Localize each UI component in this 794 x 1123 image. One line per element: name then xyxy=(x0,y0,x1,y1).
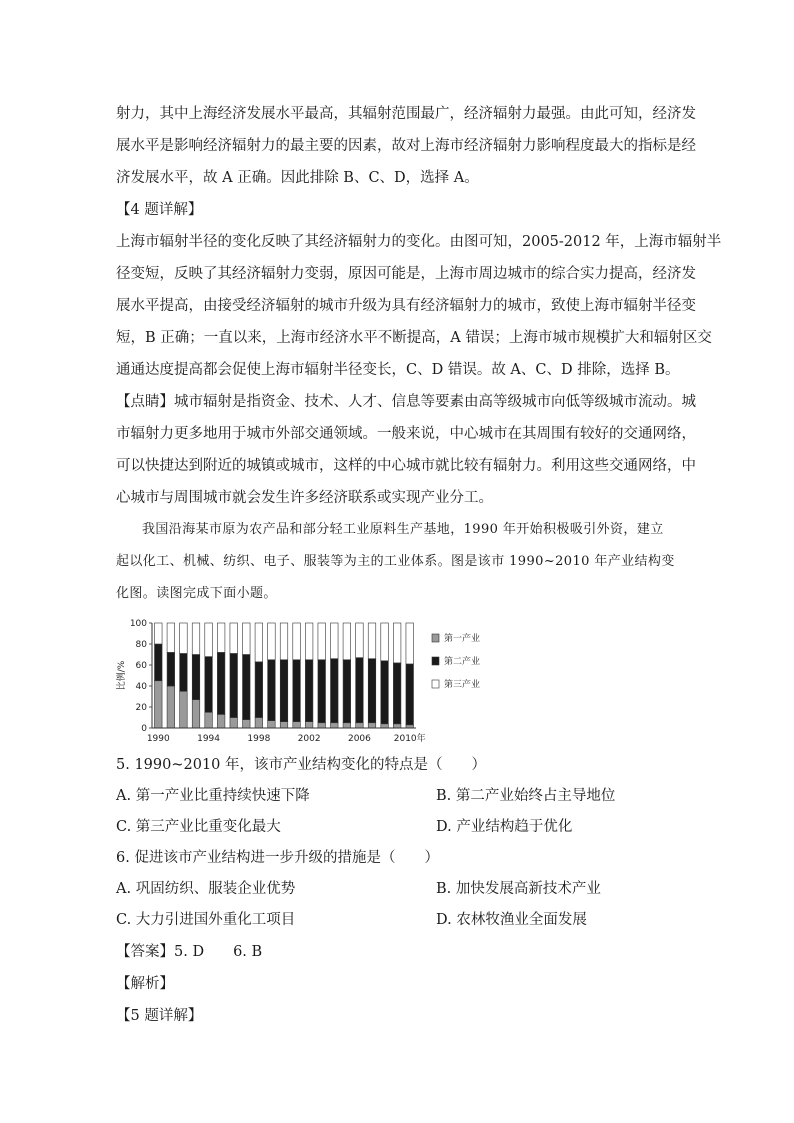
bar-segment xyxy=(243,655,251,720)
bar-segment xyxy=(305,660,313,722)
bar-segment xyxy=(343,660,351,723)
x-tick-label: 1994 xyxy=(197,734,221,744)
bar-segment xyxy=(243,623,251,655)
y-tick-label: 40 xyxy=(135,682,147,692)
bar-segment xyxy=(230,653,238,717)
legend-label: 第三产业 xyxy=(444,680,481,690)
bar-segment xyxy=(305,623,313,660)
x-tick-label: 1990 xyxy=(146,734,170,744)
bar-segment xyxy=(180,691,188,728)
document-page xyxy=(116,98,722,1032)
bar-segment xyxy=(255,718,263,729)
legend-swatch xyxy=(432,680,439,688)
bar-segment xyxy=(192,655,200,700)
text-line: 可以快捷达到附近的城镇或城市，这样的中心城市就比较有辐射力。利用这些交通网络，中 xyxy=(116,458,696,474)
text-line: 心城市与周围城市就会发生许多经济联系或实现产业分工。 xyxy=(116,490,493,506)
q5-option-b[interactable]: B. 第二产业始终占主导地位 xyxy=(436,788,616,804)
bar-segment xyxy=(167,686,175,728)
bar-segment xyxy=(368,723,376,728)
bar-segment xyxy=(331,723,339,728)
bar-segment xyxy=(356,623,364,658)
paragraph-q3-conclusion xyxy=(116,98,696,194)
x-tick-label: 2006 xyxy=(347,734,371,744)
bar-segment xyxy=(343,723,351,728)
bar-segment xyxy=(268,623,276,660)
bar-segment xyxy=(318,723,326,728)
bar-segment xyxy=(180,623,188,653)
bar-segment xyxy=(331,659,339,723)
bar-segment xyxy=(305,722,313,728)
bar-segment xyxy=(217,652,225,714)
q6-option-b[interactable]: B. 加快发展高新技术产业 xyxy=(436,881,601,897)
bar-segment xyxy=(192,623,200,655)
analysis-header: 【解析】 xyxy=(116,976,174,992)
q6-option-d[interactable]: D. 农林牧渔业全面发展 xyxy=(436,912,587,928)
bar-segment xyxy=(167,623,175,652)
legend-label: 第一产业 xyxy=(444,634,481,644)
paragraph-key-point xyxy=(116,386,696,514)
question-5-options-row-2 xyxy=(116,812,686,843)
y-tick-label: 100 xyxy=(129,619,147,629)
bar-segment xyxy=(217,714,225,728)
bar-segment xyxy=(393,623,401,663)
bar-segment xyxy=(205,623,213,657)
bar-segment xyxy=(393,724,401,728)
text-line: 起以化工、机械、纺织、电子、服装等为主的工业体系。图是该市 1990~2010 年产业结构变 xyxy=(116,554,675,569)
bar-segment xyxy=(356,658,364,723)
bar-segment xyxy=(368,659,376,723)
bar-segment xyxy=(368,623,376,659)
answer-label: 【答案】 xyxy=(116,944,174,960)
bar-segment xyxy=(167,652,175,686)
bar-segment xyxy=(243,720,251,728)
text-line: 径变短，反映了其经济辐射力变弱，原因可能是，上海市周边城市的综合实力提高，经济发 xyxy=(116,266,696,282)
bar-segment xyxy=(192,700,200,728)
answer-line xyxy=(116,936,686,968)
bar-segment xyxy=(217,623,225,652)
text-line: 射力，其中上海经济发展水平最高，其辐射范围最广，经济辐射力最强。由此可知，经济发 xyxy=(116,106,696,122)
text-line: 济发展水平，故 A 正确。因此排除 B、C、D，选择 A。 xyxy=(116,170,479,186)
x-tick-label: 2010年 xyxy=(393,734,426,744)
y-tick-label: 60 xyxy=(135,661,147,671)
bar-segment xyxy=(381,623,389,661)
text-line: 上海市辐射半径的变化反映了其经济辐射力的变化。由图可知，2005-2012 年，上海市辐射半 xyxy=(116,234,722,250)
bar-segment xyxy=(280,722,288,728)
y-tick-label: 80 xyxy=(135,640,147,650)
text-line: 我国沿海某市原为农产品和部分轻工业原料生产基地，1990 年开始积极吸引外资，建立 xyxy=(142,522,664,537)
question-6-stem: 6. 促进该市产业结构进一步升级的措施是（ ） xyxy=(116,850,439,866)
bar-segment xyxy=(155,623,163,644)
bar-segment xyxy=(381,661,389,724)
text-line: 展水平提高，由接受经济辐射的城市升级为具有经济辐射力的城市，致使上海市辐射半径变 xyxy=(116,298,696,314)
bar-segment xyxy=(268,660,276,721)
y-axis-label: 比例/% xyxy=(117,660,127,691)
q5-option-a[interactable]: A. 第一产业比重持续快速下降 xyxy=(116,788,310,804)
x-tick-label: 2002 xyxy=(297,734,321,744)
text-line: 市辐射力更多地用于城市外部交通领域。一般来说，中心城市在其周围有较好的交通网络， xyxy=(116,426,696,442)
bar-segment xyxy=(406,664,414,725)
q5-detail-header: 【5 题详解】 xyxy=(116,1008,203,1024)
y-tick-label: 0 xyxy=(141,724,147,734)
bar-segment xyxy=(205,712,213,728)
bar-segment xyxy=(280,623,288,660)
industry-structure-chart xyxy=(117,614,481,744)
text-line: 化图。读图完成下面小题。 xyxy=(116,586,277,601)
paragraph-q4-detail xyxy=(116,226,722,386)
q6-option-a[interactable]: A. 巩固纺织、服装企业优势 xyxy=(116,881,296,897)
bar-segment xyxy=(318,623,326,660)
question-6-options-row-1 xyxy=(116,874,686,905)
text-line: 【点睛】城市辐射是指资金、技术、人才、信息等要素由高等级城市向低等级城市流动。城 xyxy=(116,394,696,410)
bar-segment xyxy=(155,644,163,681)
legend-swatch xyxy=(432,657,439,665)
bar-segment xyxy=(230,623,238,653)
q6-option-c[interactable]: C. 大力引进国外重化工项目 xyxy=(116,912,296,928)
bar-segment xyxy=(331,623,339,659)
q5-option-d[interactable]: D. 产业结构趋于优化 xyxy=(436,819,573,835)
bar-segment xyxy=(356,723,364,728)
bar-segment xyxy=(293,722,301,728)
bar-segment xyxy=(268,721,276,728)
bar-segment xyxy=(205,657,213,713)
question-intro xyxy=(116,514,686,610)
bar-segment xyxy=(280,660,288,722)
bar-segment xyxy=(318,660,326,723)
question-5-stem: 5. 1990~2010 年，该市产业结构变化的特点是（ ） xyxy=(116,757,487,773)
bar-segment xyxy=(406,623,414,664)
bar-segment xyxy=(255,662,263,718)
bar-segment xyxy=(230,718,238,729)
legend-swatch xyxy=(432,634,439,642)
text-line: 展水平是影响经济辐射力的最主要的因素，故对上海市经济辐射力影响程度最大的指标是经 xyxy=(116,138,696,154)
answer-values: 5. D 6. B xyxy=(174,944,263,960)
bar-segment xyxy=(343,623,351,660)
stacked-bar-chart-svg xyxy=(117,614,481,744)
bar-segment xyxy=(393,663,401,724)
q4-detail-header: 【4 题详解】 xyxy=(116,202,203,218)
bar-segment xyxy=(381,724,389,728)
text-line: 通通达度提高都会促使上海市辐射半径变长，C、D 错误。故 A、C、D 排除，选择 B。 xyxy=(116,362,680,378)
bar-segment xyxy=(293,623,301,660)
bar-segment xyxy=(155,681,163,728)
bar-segment xyxy=(293,660,301,722)
y-tick-label: 20 xyxy=(135,703,147,713)
bar-segment xyxy=(255,623,263,662)
legend-label: 第二产业 xyxy=(444,657,481,667)
bar-segment xyxy=(180,653,188,691)
question-5-options-row-1 xyxy=(116,781,686,812)
x-tick-label: 1998 xyxy=(247,734,271,744)
q5-option-c[interactable]: C. 第三产业比重变化最大 xyxy=(116,819,281,835)
text-line: 短，B 正确；一直以来，上海市经济水平不断提高，A 错误；上海市城市规模扩大和辐射区交 xyxy=(116,330,712,346)
question-6-options-row-2 xyxy=(116,905,686,936)
